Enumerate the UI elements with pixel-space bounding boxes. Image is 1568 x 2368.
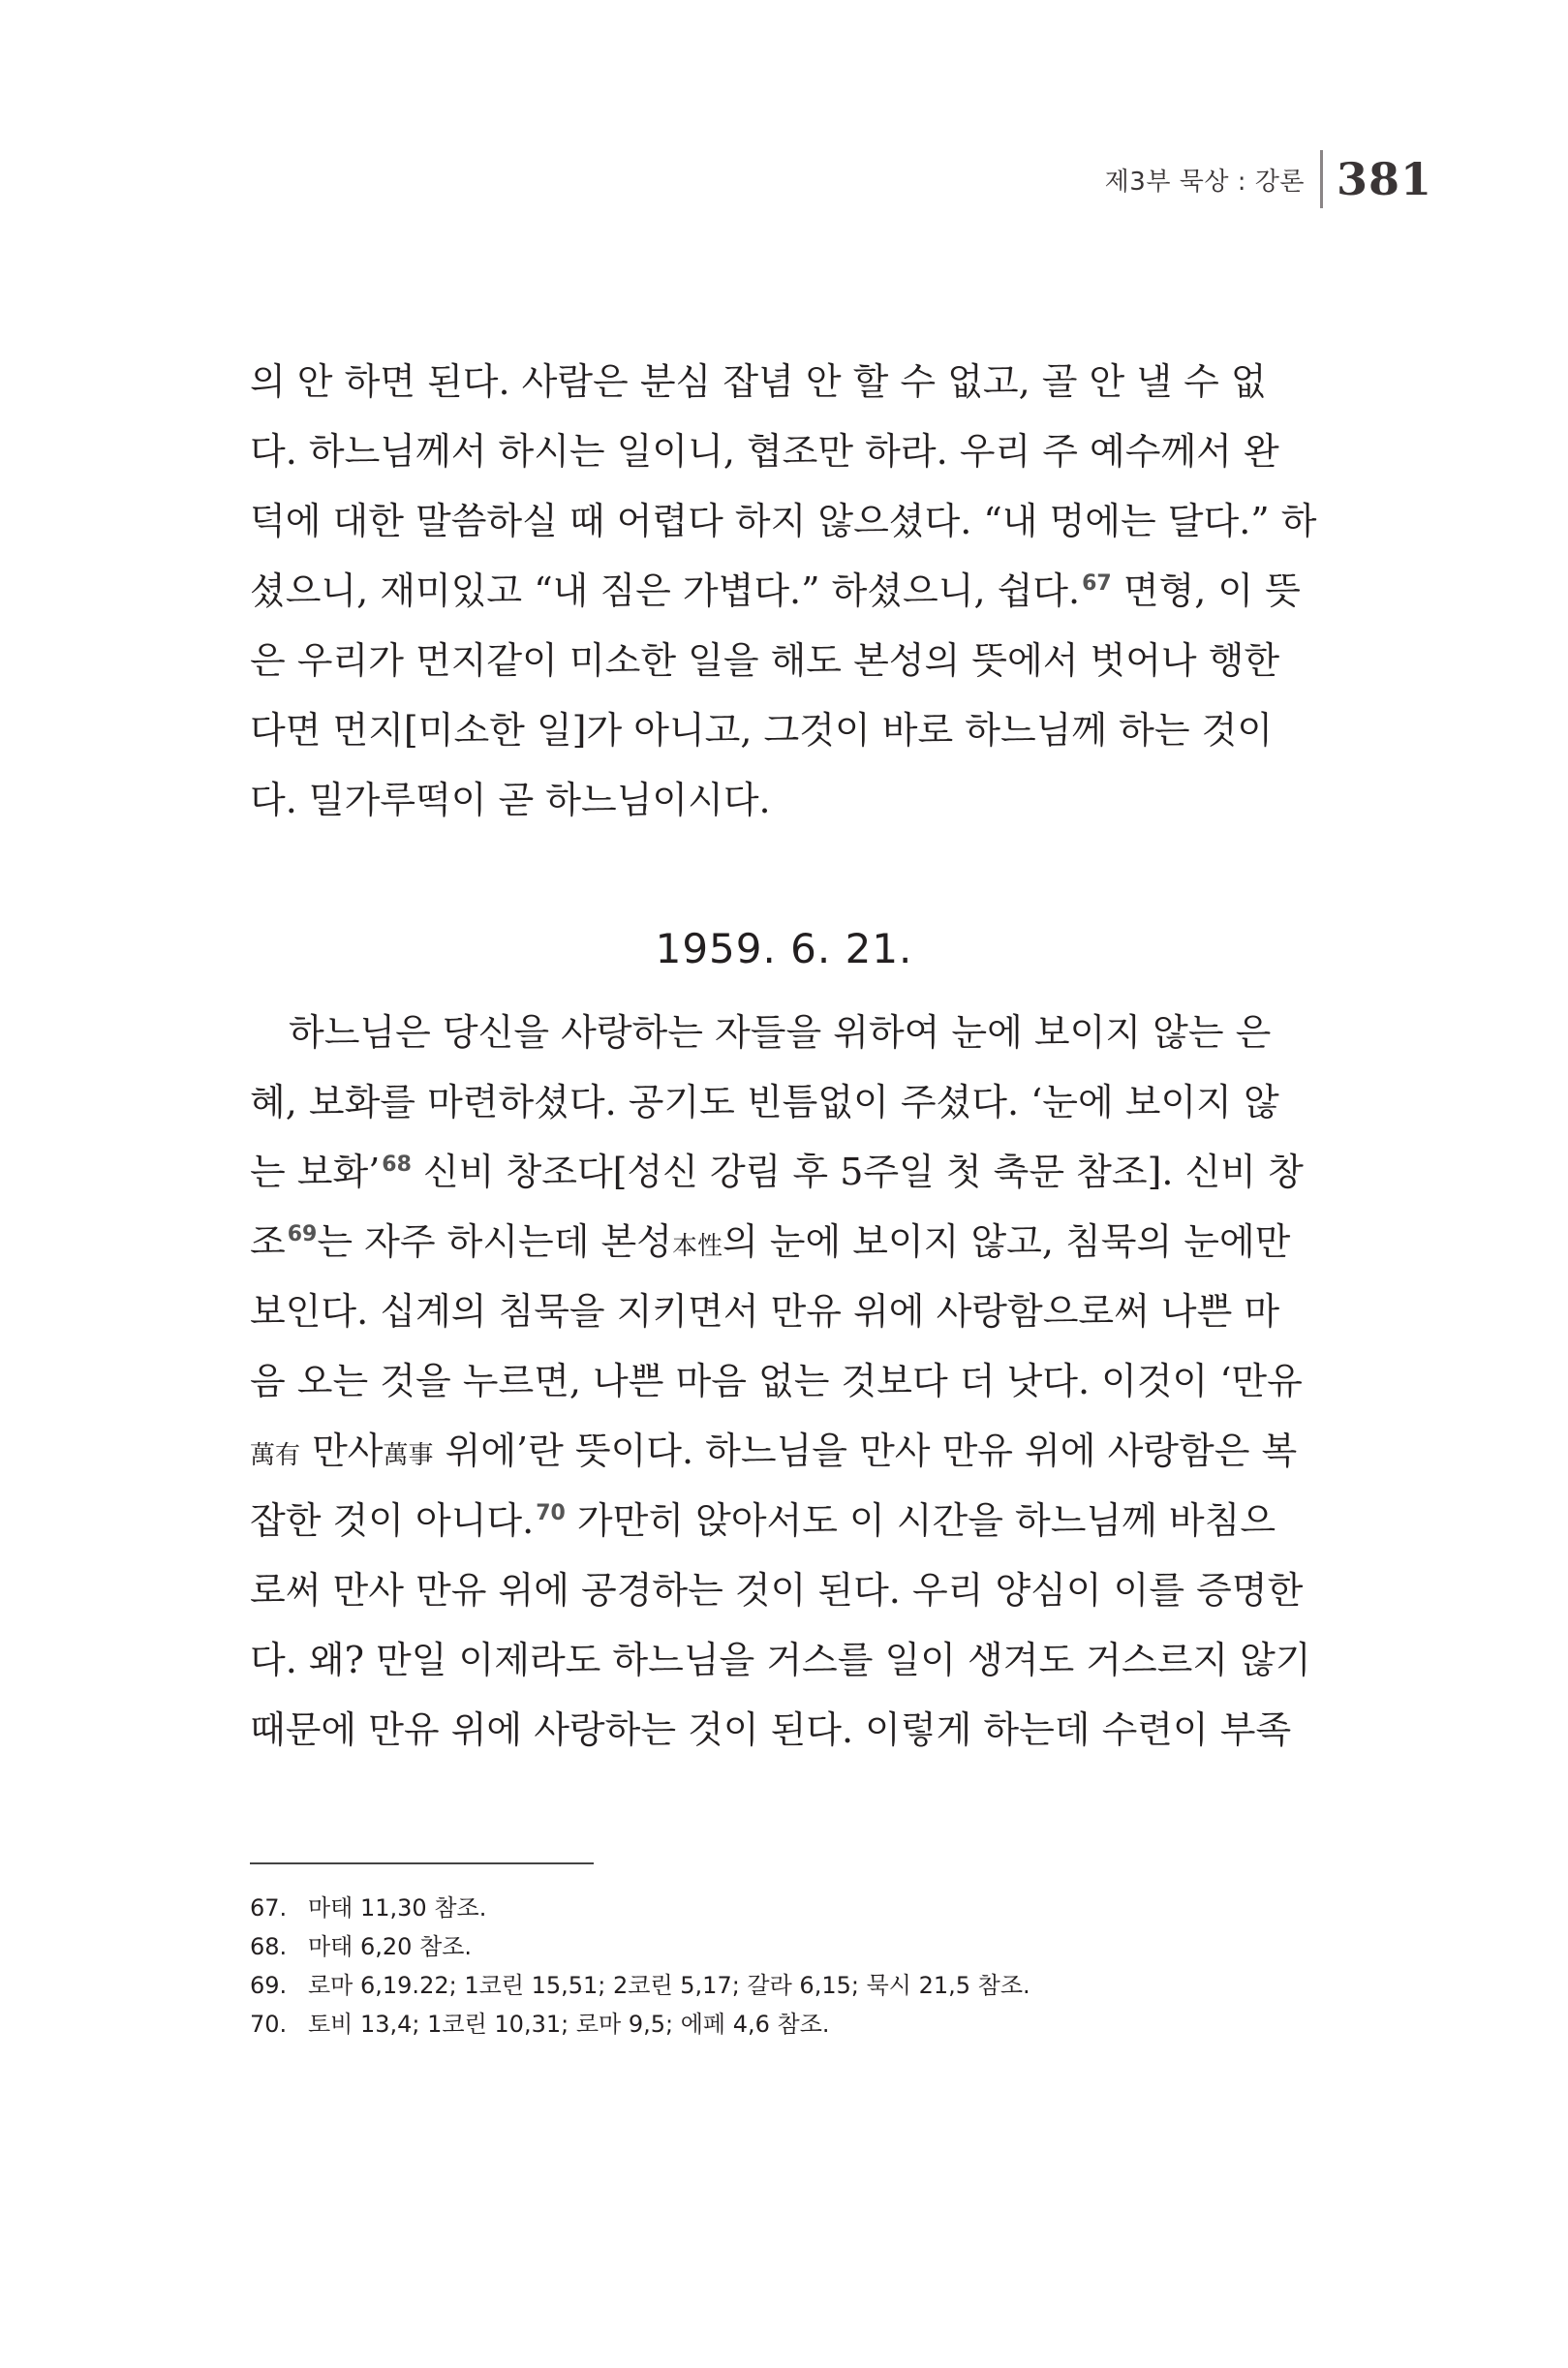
line-text-part: 셨으니, 재미있고 “내 짐은 가볍다.” 하셨으니, 쉽다. xyxy=(250,569,1081,612)
text-line xyxy=(250,1276,1315,1346)
line-text-part: 위에’란 뜻이다. 하느님을 만사 만유 위에 사랑함은 복 xyxy=(433,1430,1298,1472)
line-text: 때문에 만유 위에 사랑하는 것이 된다. 이렇게 하는데 수련이 부족 xyxy=(250,1708,1292,1751)
footnote-text: 토비 13,4; 1코린 10,31; 로마 9,5; 에페 4,6 참조. xyxy=(308,2011,830,2038)
date-heading: 1959. 6. 21. xyxy=(655,925,913,972)
line-text: 하느님은 당신을 사랑하는 자들을 위하여 눈에 보이지 않는 은 xyxy=(289,1011,1272,1054)
text-line xyxy=(250,1486,1315,1555)
text-line xyxy=(250,556,1315,626)
footnote-text: 마태 6,20 참조. xyxy=(308,1933,473,1960)
hanja-gloss: 萬事 xyxy=(383,1441,434,1470)
footnote-70 xyxy=(250,2005,1315,2044)
text-line xyxy=(250,695,1315,765)
line-text-part: 신비 창조다[성신 강림 후 5주일 첫 축문 참조]. 신비 창 xyxy=(411,1151,1304,1193)
text-line xyxy=(250,486,1315,556)
paragraph-1 xyxy=(250,347,1315,835)
line-text-part: 는 보화’ xyxy=(250,1151,381,1193)
text-line xyxy=(250,1625,1315,1695)
line-text: 로써 만사 만유 위에 공경하는 것이 된다. 우리 양심이 이를 증명한 xyxy=(250,1569,1304,1612)
line-text xyxy=(250,1416,1297,1486)
line-text: 은 우리가 먼지같이 미소한 일을 해도 본성의 뜻에서 벗어나 행한 xyxy=(250,639,1280,682)
text-line xyxy=(250,347,1315,416)
line-text: 다. 하느님께서 하시는 일이니, 협조만 하라. 우리 주 예수께서 완 xyxy=(250,430,1279,473)
page-number: 381 xyxy=(1336,153,1432,205)
line-text: 덕에 대한 말씀하실 때 어렵다 하지 않으셨다. “내 멍에는 달다.” 하 xyxy=(250,500,1317,542)
line-text: 다. 밀가루떡이 곧 하느님이시다. xyxy=(250,779,771,821)
line-text: 혜, 보화를 마련하셨다. 공기도 빈틈없이 주셨다. ‘눈에 보이지 않 xyxy=(250,1081,1279,1123)
text-line xyxy=(250,765,1315,835)
line-text-part: 는 자주 하시는데 본성 xyxy=(317,1220,672,1263)
line-text xyxy=(250,1137,1304,1207)
line-text-part: 의 눈에 보이지 않고, 침묵의 눈에만 xyxy=(722,1220,1291,1263)
footnote-ref-67[interactable]: 67 xyxy=(1082,571,1112,597)
line-text: 의 안 하면 된다. 사람은 분심 잡념 안 할 수 없고, 골 안 낼 수 없 xyxy=(250,360,1267,403)
section-title: 제3부 묵상 : 강론 xyxy=(1104,167,1305,197)
line-text: 다. 왜? 만일 이제라도 하느님을 거스를 일이 생겨도 거스르지 않기 xyxy=(250,1639,1311,1681)
line-text xyxy=(250,1486,1276,1555)
text-line xyxy=(250,1346,1315,1416)
line-text-part: 가만히 앉아서도 이 시간을 하느님께 바침으 xyxy=(565,1499,1276,1542)
text-line xyxy=(250,1695,1315,1765)
footnote-67 xyxy=(250,1889,1315,1927)
footnote-number: 69. xyxy=(250,1972,288,1999)
footnote-number: 68. xyxy=(250,1933,288,1960)
text-line xyxy=(250,998,1315,1067)
footnote-ref-69[interactable]: 69 xyxy=(287,1222,318,1247)
footnote-text: 마태 11,30 참조. xyxy=(308,1894,487,1922)
text-line xyxy=(250,416,1315,486)
line-text-part: 면형, 이 뜻 xyxy=(1111,569,1301,612)
text-line xyxy=(250,1067,1315,1137)
footnote-number: 67. xyxy=(250,1894,288,1922)
footnote-text: 로마 6,19.22; 1코린 15,51; 2코린 5,17; 갈라 6,15; 묵시 21,5 참조. xyxy=(308,1972,1030,1999)
text-line xyxy=(250,1555,1315,1625)
running-header xyxy=(1105,145,1432,213)
line-text-part: 만사 xyxy=(300,1430,384,1472)
hanja-gloss: 萬有 xyxy=(250,1441,301,1470)
line-text: 음 오는 것을 누르면, 나쁜 마음 없는 것보다 더 낫다. 이것이 ‘만유 xyxy=(250,1360,1303,1402)
footnote-69 xyxy=(250,1966,1315,2005)
line-text-part: 조 xyxy=(250,1220,286,1263)
footnote-ref-70[interactable]: 70 xyxy=(536,1501,566,1526)
text-line xyxy=(250,1416,1315,1486)
footnote-number: 70. xyxy=(250,2011,288,2038)
paragraph-2 xyxy=(250,998,1315,1765)
header-divider xyxy=(1320,150,1323,208)
hanja-gloss: 本性 xyxy=(671,1232,723,1261)
footnote-68 xyxy=(250,1927,1315,1966)
line-text: 보인다. 십계의 침묵을 지키면서 만유 위에 사랑함으로써 나쁜 마 xyxy=(250,1290,1280,1333)
line-text xyxy=(250,556,1301,626)
line-text-part: 잡한 것이 아니다. xyxy=(250,1499,535,1542)
line-text xyxy=(250,1207,1290,1276)
line-text: 다면 먼지[미소한 일]가 아니고, 그것이 바로 하느님께 하는 것이 xyxy=(250,709,1274,752)
footnotes xyxy=(250,1889,1315,2044)
footnote-separator xyxy=(250,1862,594,1864)
text-line xyxy=(250,626,1315,695)
text-line xyxy=(250,1207,1315,1276)
text-line xyxy=(250,1137,1315,1207)
footnote-ref-68[interactable]: 68 xyxy=(382,1153,412,1178)
